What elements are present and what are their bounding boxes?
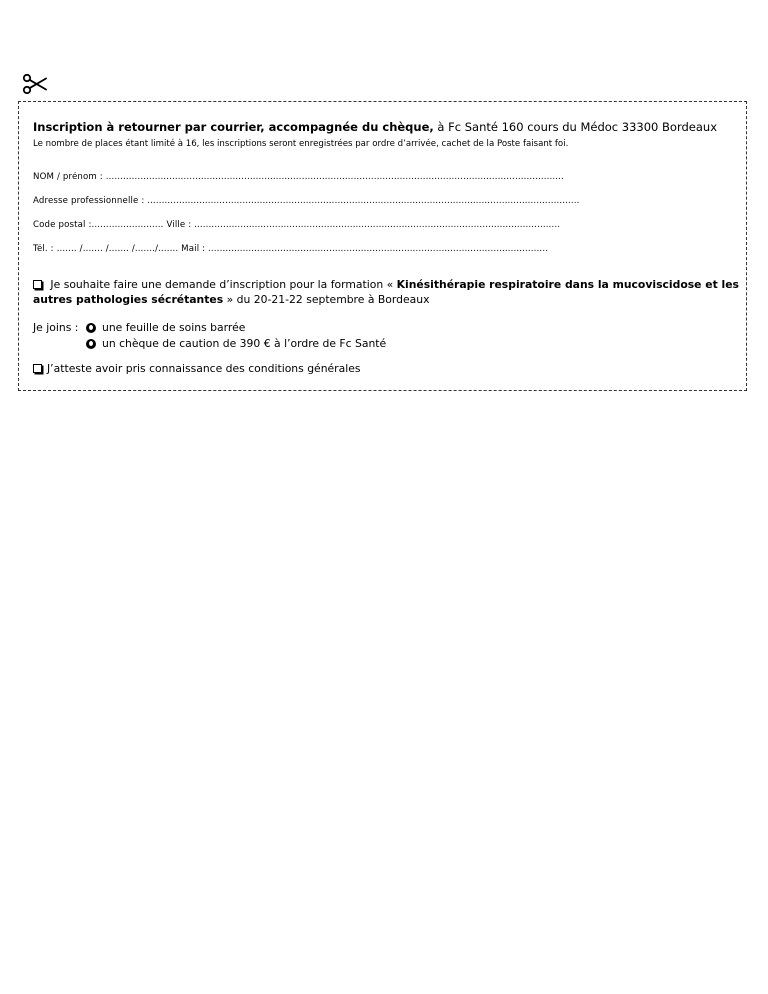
radio-icon[interactable] <box>86 323 96 333</box>
request-suffix: » du 20-21-22 septembre à Bordeaux <box>223 292 430 306</box>
name-field[interactable]: NOM / prénom : ............................................................................................................................................................... <box>33 172 564 182</box>
attachment-item <box>33 336 386 352</box>
checkbox-icon[interactable] <box>33 280 42 289</box>
registration-request <box>33 278 739 307</box>
attachment-item <box>33 320 386 336</box>
scissors-icon <box>22 72 48 96</box>
header-address: à Fc Santé 160 cours du Médoc 33300 Bordeaux <box>433 120 717 134</box>
radio-icon[interactable] <box>86 339 96 349</box>
terms-attestation <box>33 362 361 375</box>
registration-coupon <box>18 101 747 391</box>
attachments-list <box>33 320 386 352</box>
places-notice: Le nombre de places étant limité à 16, les inscriptions seront enregistrées par ordre d’arrivée, cachet de la Poste faisant foi. <box>33 139 569 149</box>
course-title: Kinésithérapie respiratoire dans la mucoviscidose et les autres pathologies sécrétantes <box>33 278 739 306</box>
attest-label: J’atteste avoir pris connaissance des conditions générales <box>47 362 361 375</box>
postcode-city-field[interactable]: Code postal :......................... Ville : ............................................................................................................................... <box>33 220 561 230</box>
phone-mail-field[interactable]: Tél. : ....... /....... /....... /......./....... Mail : ...................................................................................................................... <box>33 244 549 254</box>
address-field[interactable]: Adresse professionnelle : ...................................................................................................................................................... <box>33 196 580 206</box>
attachment-label: un chèque de caution de 390 € à l’ordre de Fc Santé <box>102 337 387 350</box>
request-prefix: Je souhaite faire une demande d’inscription pour la formation « <box>47 278 397 291</box>
coupon-header <box>33 120 717 134</box>
joins-label: Je joins : <box>33 321 79 334</box>
attachment-label: une feuille de soins barrée <box>102 321 246 334</box>
checkbox-icon[interactable] <box>33 364 42 373</box>
header-lead: Inscription à retourner par courrier, accompagnée du chèque, <box>33 120 434 134</box>
